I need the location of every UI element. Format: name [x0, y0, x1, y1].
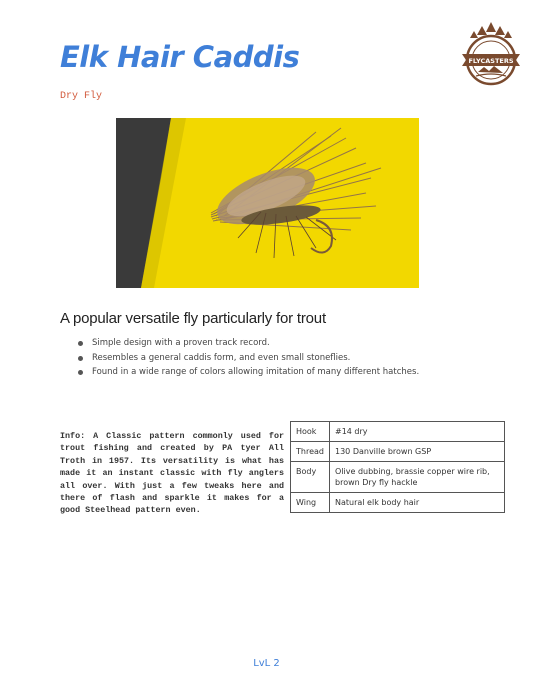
table-row — [291, 493, 505, 513]
recipe-label: Wing — [291, 493, 330, 513]
table-row — [291, 462, 505, 493]
flycasters-logo — [456, 20, 526, 90]
feature-list — [76, 336, 419, 380]
recipe-value: Natural elk body hair — [330, 493, 505, 513]
list-item: Simple design with a proven track record. — [76, 336, 419, 351]
table-row — [291, 442, 505, 462]
recipe-value: 130 Danville brown GSP — [330, 442, 505, 462]
recipe-value: #14 dry — [330, 422, 505, 442]
recipe-label: Body — [291, 462, 330, 493]
page-title: Elk Hair Caddis — [60, 40, 300, 74]
table-row — [291, 422, 505, 442]
fly-type-subtitle: Dry Fly — [60, 91, 103, 102]
logo-text: FLYCASTERS — [468, 57, 514, 65]
fly-photo — [116, 118, 419, 288]
recipe-table — [290, 421, 505, 513]
list-item: Resembles a general caddis form, and even small stoneflies. — [76, 351, 419, 366]
recipe-value: Olive dubbing, brassie copper wire rib, brown Dry fly hackle — [330, 462, 505, 493]
level-footer: LvL 2 — [253, 658, 280, 669]
section-heading: A popular versatile fly particularly for trout — [60, 310, 326, 327]
recipe-label: Hook — [291, 422, 330, 442]
list-item: Found in a wide range of colors allowing imitation of many different hatches. — [76, 365, 419, 380]
info-paragraph: Info: A Classic pattern commonly used for trout fishing and created by PA tyer All Troth in 1957. Its versatility is what has made it an instant classic with fly anglers all over. With just a few tweaks here and there of flash and sparkle it makes for a good Steelhead pattern even. — [60, 431, 284, 516]
recipe-label: Thread — [291, 442, 330, 462]
